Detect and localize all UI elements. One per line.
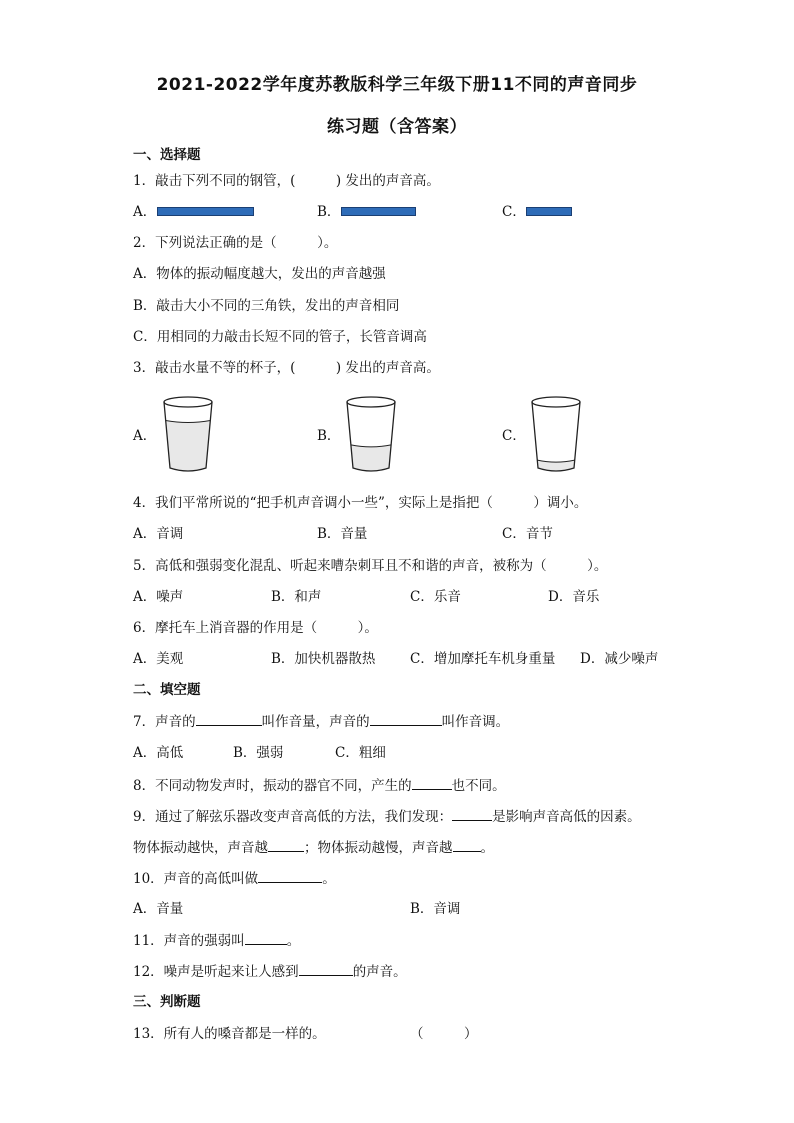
q5-option-c: C．乐音 [410,589,461,605]
q5-option-b: B．和声 [271,589,322,605]
q9-blank-3[interactable] [453,838,481,852]
q6-option-a: A．美观 [133,651,184,667]
q1-option-a-label: A． [133,204,157,220]
q3-stem: 3．敲击水量不等的杯子，( ) 发出的声音高。 [133,360,440,376]
q4-stem: 4．我们平常所说的“把手机声音调小一些”，实际上是指把（ ）调小。 [133,495,588,511]
q9-text-3: 物体振动越快，声音越 [133,840,268,856]
q4-option-c: C．音节 [502,526,553,542]
section-judge-heading: 三、判断题 [133,994,201,1010]
q8-stem [133,776,506,795]
q11-blank[interactable] [245,931,287,945]
q5-stem: 5．高低和强弱变化混乱、听起来嘈杂刺耳且不和谐的声音，被称为（ ）。 [133,558,608,574]
q12-text-1: 12．噪声是听起来让人感到 [133,964,299,980]
q9-blank-1[interactable] [452,807,492,821]
q9-text-4: ；物体振动越慢，声音越 [304,840,453,856]
q2-option-b: B．敲击大小不同的三角铁，发出的声音相同 [133,298,400,314]
title-line-1: 2021-2022学年度苏教版科学三年级下册11不同的声音同步 [156,75,638,95]
q1-pipe-a [157,207,254,216]
q3-glass-a-icon [160,394,216,476]
q3-option-b-label: B． [317,428,341,444]
q12-stem [133,962,407,981]
q10-text-2: 。 [322,871,336,887]
q1-option-c-label: C． [502,204,526,220]
q7-option-b: B．强弱 [233,745,284,761]
q5-option-d: D．音乐 [548,589,600,605]
q7-option-c: C．粗细 [335,745,386,761]
q6-option-c: C．增加摩托车机身重量 [410,651,556,667]
q3-option-a-label: A． [133,428,157,444]
q1-stem: 1．敲击下列不同的钢管，( ) 发出的声音高。 [133,173,440,189]
q7-text-2: 叫作音量，声音的 [261,714,370,730]
q6-option-b: B．加快机器散热 [271,651,376,667]
q2-stem: 2．下列说法正确的是（ ）。 [133,235,338,251]
q7-text-1: 7．声音的 [133,714,196,730]
q2-option-c: C．用相同的力敲击长短不同的管子，长管音调高 [133,329,427,345]
q6-stem: 6．摩托车上消音器的作用是（ ）。 [133,620,378,636]
q10-option-a: A．音量 [133,901,184,917]
q13-answer-paren[interactable]: （ ） [410,1026,478,1042]
q3-glass-b-icon [343,394,399,476]
q9-text-5: 。 [480,840,494,856]
q12-text-2: 的声音。 [352,964,407,980]
q13-stem: 13．所有人的嗓音都是一样的。 [133,1026,326,1042]
q10-blank[interactable] [258,869,322,883]
q3-option-c-label: C． [502,428,526,444]
q8-blank[interactable] [412,776,452,790]
q2-option-a: A．物体的振动幅度越大，发出的声音越强 [133,266,386,282]
section-fill-heading: 二、填空题 [133,682,201,698]
q10-stem [133,869,336,888]
q11-stem [133,931,300,950]
q8-text-2: 也不同。 [451,778,506,794]
q9-text-1: 9．通过了解弦乐器改变声音高低的方法，我们发现： [133,809,453,825]
q9-stem-line-2 [133,838,494,857]
q9-stem-line-1 [133,807,641,826]
q5-option-a: A．噪声 [133,589,184,605]
q3-glass-c-icon [528,394,584,476]
q7-stem [133,712,509,731]
q10-option-b: B．音调 [410,901,461,917]
q11-text-1: 11．声音的强弱叫 [133,933,245,949]
q4-option-b: B．音量 [317,526,368,542]
q1-pipe-b [341,207,416,216]
q12-blank[interactable] [299,962,353,976]
q9-text-2: 是影响声音高低的因素。 [492,809,641,825]
q7-blank-2[interactable] [370,712,442,726]
q11-text-2: 。 [286,933,301,949]
q1-option-b-label: B． [317,204,341,220]
q10-text-1: 10．声音的高低叫做 [133,871,259,887]
q1-pipe-c [526,207,572,216]
title-line-2: 练习题（含答案） [327,117,467,137]
q7-text-3: 叫作音调。 [441,714,510,730]
q8-text-1: 8．不同动物发声时，振动的器官不同，产生的 [133,778,412,794]
q7-option-a: A．高低 [133,745,184,761]
q6-option-d: D．减少噪声 [580,651,659,667]
q4-option-a: A．音调 [133,526,184,542]
q9-blank-2[interactable] [268,838,304,852]
section-choice-heading: 一、选择题 [133,147,201,163]
q7-blank-1[interactable] [196,712,262,726]
